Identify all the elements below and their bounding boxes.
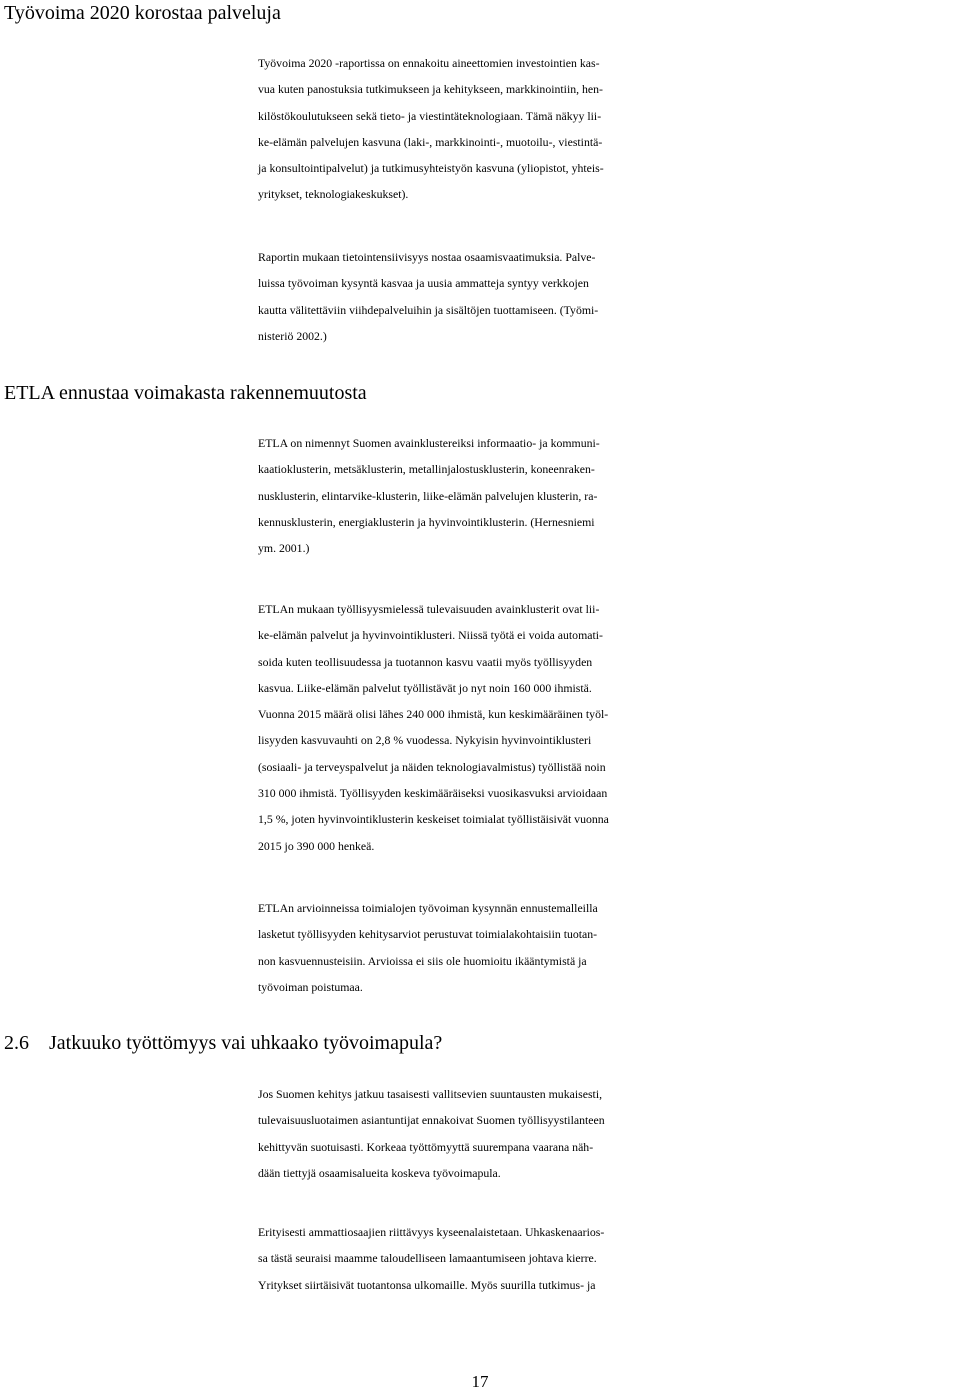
text-line: dään tiettyjä osaamisalueita koskeva työvoimapula.	[258, 1165, 501, 1180]
text-line: Yritykset siirtäisivät tuotantonsa ulkomaille. Myös suurilla tutkimus- ja	[258, 1277, 596, 1292]
text-line: työvoiman poistumaa.	[258, 979, 363, 994]
text-line: lisyyden kasvuvauhti on 2,8 % vuodessa. Nykyisin hyvinvointiklusteri	[258, 733, 592, 748]
text-line: vua kuten panostuksia tutkimukseen ja kehitykseen, markkinointiin, hen-	[258, 82, 603, 97]
text-line: luissa työvoiman kysyntä kasvaa ja uusia ammatteja syntyy verkkojen	[258, 276, 589, 291]
text-line: 310 000 ihmistä. Työllisyyden keskimääräiseksi vuosikasvuksi arvioidaan	[258, 786, 608, 801]
text-line: sa tästä seuraisi maamme taloudelliseen lamaantumiseen johtava kierre.	[258, 1251, 597, 1266]
text-line: nusklusterin, elintarvike-klusterin, liike-elämän palvelujen klusterin, ra-	[258, 488, 598, 503]
text-line: ETLA on nimennyt Suomen avainklustereiksi informaatio- ja kommuni-	[258, 436, 600, 450]
text-line: kilöstökoulutukseen sekä tieto- ja viestintäteknologiaan. Tämä näkyy lii-	[258, 108, 602, 123]
text-line: nisteriö 2002.)	[258, 328, 327, 343]
text-line: Raportin mukaan tietointensiivisyys nostaa osaamisvaatimuksia. Palve-	[258, 250, 596, 264]
text-line: 1,5 %, joten hyvinvointiklusterin keskeiset toimialat työllistäisivät vuonna	[258, 812, 609, 827]
paragraph-etla-avainklusterit	[258, 430, 960, 561]
text-line: kehittyvän suotuisasti. Korkeaa työttömyyttä suurempana vaarana näh-	[258, 1139, 594, 1154]
text-line: Erityisesti ammattiosaajien riittävyys kyseenalaistetaan. Uhkaskenaarios-	[258, 1225, 605, 1239]
text-line: kaatioklusterin, metsäklusterin, metallinjalostusklusterin, koneenraken-	[258, 462, 595, 477]
paragraph-kehitys-jatkuu	[258, 1081, 960, 1186]
text-line: kautta välitettäviin viihdepalveluihin ja sisältöjen tuottamiseen. (Työmi-	[258, 302, 599, 317]
section-heading-etla: ETLA ennustaa voimakasta rakennemuutosta	[4, 382, 367, 404]
text-line: Jos Suomen kehitys jatkuu tasaisesti vallitsevien suuntausten mukaisesti,	[258, 1087, 603, 1101]
text-line: ym. 2001.)	[258, 541, 310, 556]
paragraph-tietointensiivisyys	[258, 244, 960, 349]
section-heading-tyovoima-2020: Työvoima 2020 korostaa palveluja	[4, 2, 281, 24]
text-line: ja konsultointipalvelut) ja tutkimusyhteistyön kasvuna (yliopistot, yhteis-	[258, 161, 604, 176]
text-line: kennusklusterin, energiaklusterin ja hyvinvointiklusterin. (Hernesniemi	[258, 514, 595, 529]
text-line: tulevaisuusluotaimen asiantuntijat ennakoivat Suomen työllisyystilanteen	[258, 1113, 605, 1128]
text-line: Työvoima 2020 -raportissa on ennakoitu aineettomien investointien kas-	[258, 56, 600, 70]
text-line: Vuonna 2015 määrä olisi lähes 240 000 ihmistä, kun keskimääräinen työl-	[258, 707, 609, 722]
section-heading-2-6: 2.6 Jatkuuko työttömyys vai uhkaako työvoimapula?	[4, 1032, 443, 1054]
text-line: soida kuten teollisuudessa ja tuotannon kasvu vaatii myös työllisyyden	[258, 654, 593, 669]
text-line: non kasvuennusteisiin. Arvioissa ei siis ole huomioitu ikääntymistä ja	[258, 953, 587, 968]
paragraph-tyovoima-raportti	[258, 50, 960, 208]
text-line: ETLAn arvioinneissa toimialojen työvoiman kysynnän ennustemalleilla	[258, 901, 598, 915]
text-line: (sosiaali- ja terveyspalvelut ja näiden teknologiavalmistus) työllistää noin	[258, 759, 606, 774]
text-line: yritykset, teknologiakeskukset).	[258, 187, 409, 202]
paragraph-etla-arvioinnit	[258, 895, 960, 1000]
paragraph-ammattiosaajat	[258, 1219, 960, 1298]
text-line: ETLAn mukaan työllisyysmielessä tulevaisuuden avainklusterit ovat lii-	[258, 602, 600, 616]
text-line: ke-elämän palvelut ja hyvinvointiklusteri. Niissä työtä ei voida automati-	[258, 628, 603, 643]
text-line: 2015 jo 390 000 henkeä.	[258, 838, 375, 853]
text-line: lasketut työllisyyden kehitysarviot perustuvat toimialakohtaisiin tuotan-	[258, 927, 598, 942]
page-number: 17	[471, 1372, 489, 1391]
text-line: kasvua. Liike-elämän palvelut työllistävät jo nyt noin 160 000 ihmistä.	[258, 680, 592, 695]
text-line: ke-elämän palvelujen kasvuna (laki-, markkinointi-, muotoilu-, viestintä-	[258, 134, 603, 149]
paragraph-etla-tyollisyys	[258, 596, 960, 859]
